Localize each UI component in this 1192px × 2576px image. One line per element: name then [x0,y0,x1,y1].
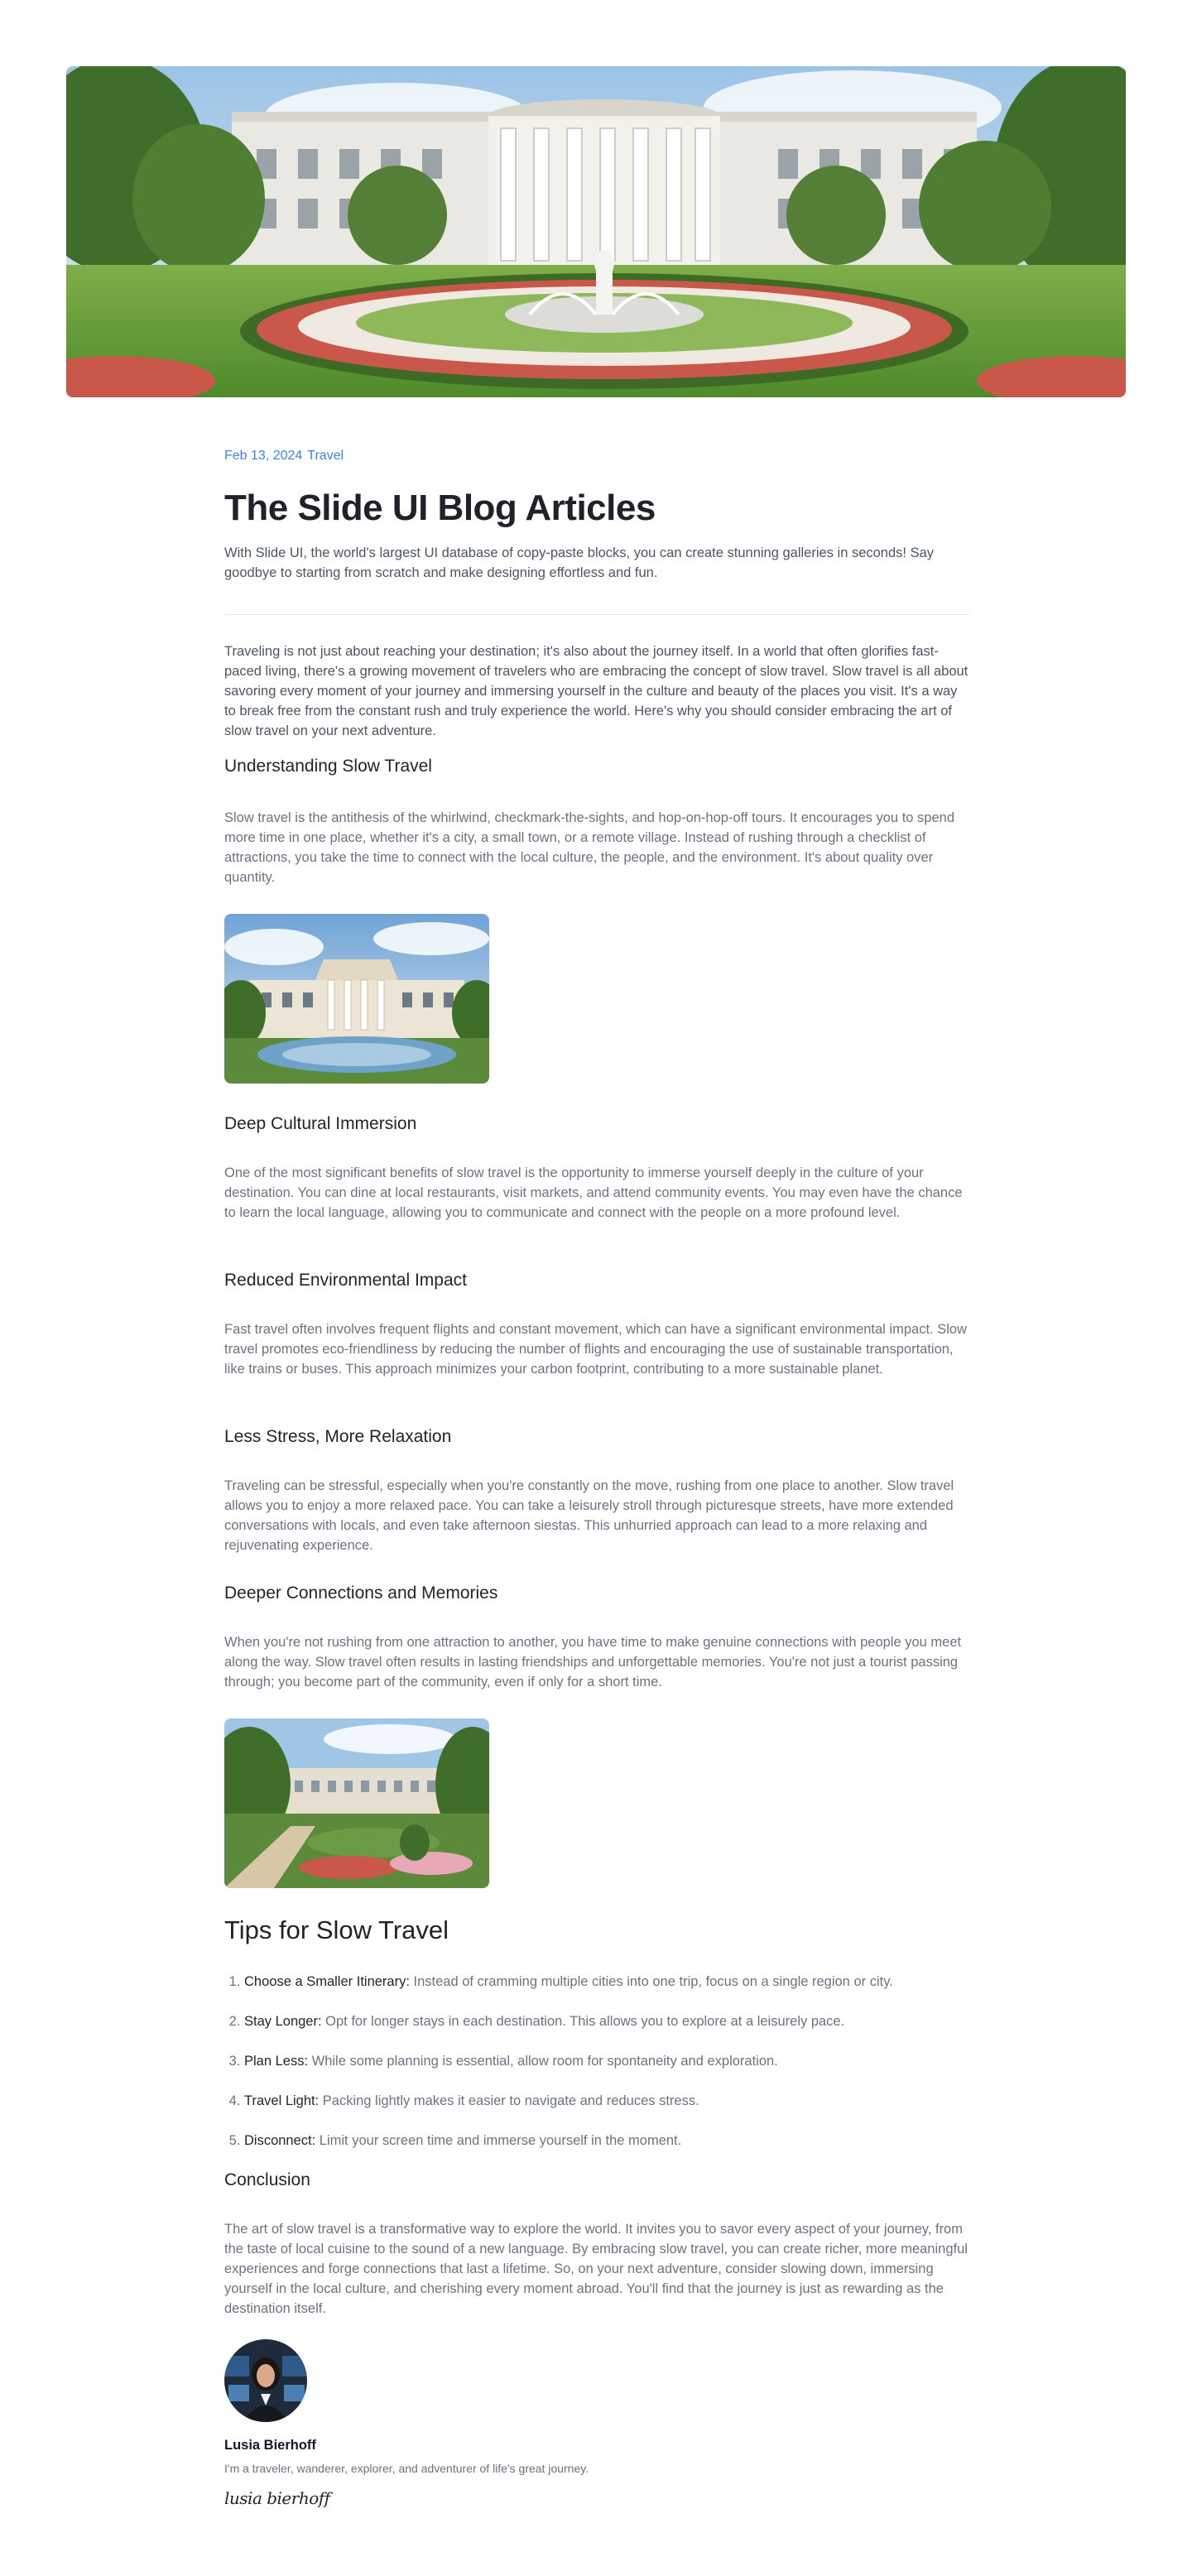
list-item [244,2131,969,2151]
article-image-garden [224,1718,489,1888]
hero-image [66,66,1126,397]
list-item [244,2051,969,2071]
section-body: When you're not rushing from one attraction to another, you have time to make genuine connections with people you meet along the way. Slow travel often results in lasting friendships and unforgettable memories. You're not just a tourist passing through; you become part of the community, even if only for a short time. [224,1635,962,1689]
tips-list [224,1972,969,2151]
tip-label: Choose a Smaller Itinerary: [244,1974,410,1989]
tip-text: Packing lightly makes it easier to navigate and reduces stress. [319,2093,699,2108]
author-bio: I'm a traveler, wanderer, explorer, and adventurer of life's great journey. [224,2462,589,2475]
list-item [244,1972,969,1992]
tip-label: Stay Longer: [244,2014,322,2029]
page-title: The Slide UI Blog Articles [224,488,656,528]
post-lead: With Slide UI, the world's largest UI database of copy-paste blocks, you can create stunning galleries in seconds! Say goodbye to starting from scratch and make designing effortless and fun. [224,545,935,580]
post-date: Feb 13, 2024 [224,449,303,463]
tip-label: Plan Less: [244,2054,309,2069]
conclusion-heading: Conclusion [224,2170,310,2189]
section-heading: Deeper Connections and Memories [224,1584,498,1603]
post-intro: Traveling is not just about reaching your destination; it's also about the journey itself. In a world that often glorifies fast-paced living, there's a growing movement of travelers who are embracing the concept of slow travel. Slow travel is all about savoring every moment of your journey and immersing yourself in the culture and beauty of the places you visit. It's a way to break free from the constant rush and truly experience the world. Here's why you should consider embracing the art of slow travel on your next adventure. [224,644,968,738]
tip-text: Limit your screen time and immerse yourself in the moment. [315,2133,682,2148]
section-heading: Less Stress, More Relaxation [224,1427,452,1446]
tip-text: While some planning is essential, allow room for spontaneity and exploration. [308,2054,778,2069]
post-category[interactable]: Travel [307,449,344,463]
section-heading: Deep Cultural Immersion [224,1114,417,1133]
list-item [244,2091,969,2111]
section-body: One of the most significant benefits of slow travel is the opportunity to immerse yourself deeply in the culture of your destination. You can dine at local restaurants, visit markets, and attend community events. You may even have the chance to learn the local language, allowing you to communicate and connect with the people on a more profound level. [224,1165,963,1220]
article-image-mansion [224,914,489,1084]
section-body: Slow travel is the antithesis of the whirlwind, checkmark-the-sights, and hop-on-hop-off tours. It encourages you to spend more time in one place, whether it's a city, a small town, or a remote village. Instead of rushing through a checklist of attractions, you take the time to connect with the local culture, the people, and the environment. It's about quality over quantity. [224,810,954,885]
tip-text: Instead of cramming multiple cities into one trip, focus on a single region or city. [409,1974,893,1989]
tips-title: Tips for Slow Travel [224,1915,449,1944]
section-heading: Reduced Environmental Impact [224,1271,467,1290]
divider [224,614,969,615]
tip-label: Travel Light: [244,2093,320,2108]
author-name: Lusia Bierhoff [224,2438,316,2453]
section-heading: Understanding Slow Travel [224,757,432,776]
tip-text: Opt for longer stays in each destination. This allows you to explore at a leisurely pace. [321,2014,845,2029]
section-body: Traveling can be stressful, especially when you're constantly on the move, rushing from one place to another. Slow travel allows you to enjoy a more relaxed pace. You can take a leisurely stroll through picturesque streets, have more extended conversations with locals, and even take afternoon siestas. This unhurried approach can lead to a more relaxing and rejuvenating experience. [224,1478,954,1553]
list-item [244,2011,969,2031]
article [224,447,969,741]
post-meta [224,447,969,465]
section-body: Fast travel often involves frequent flights and constant movement, which can have a significant environmental impact. Slow travel promotes eco-friendliness by reducing the number of flights and encouraging the use of sustainable transportation, like trains or buses. This approach minimizes your carbon footprint, contributing to a more sustainable planet. [224,1322,967,1377]
author-signature: lusia bierhoff [224,2488,330,2508]
tip-label: Disconnect: [244,2133,316,2148]
conclusion-body: The art of slow travel is a transformative way to explore the world. It invites you to savor every aspect of your journey, from the taste of local cuisine to the sound of a new language. By embracing slow travel, you can create richer, more meaningful experiences and forge connections that last a lifetime. So, on your next adventure, consider slowing down, immersing yourself in the local culture, and cherishing every moment abroad. You'll find that the journey is just as rewarding as the destination itself. [224,2222,968,2316]
avatar [224,2339,307,2422]
